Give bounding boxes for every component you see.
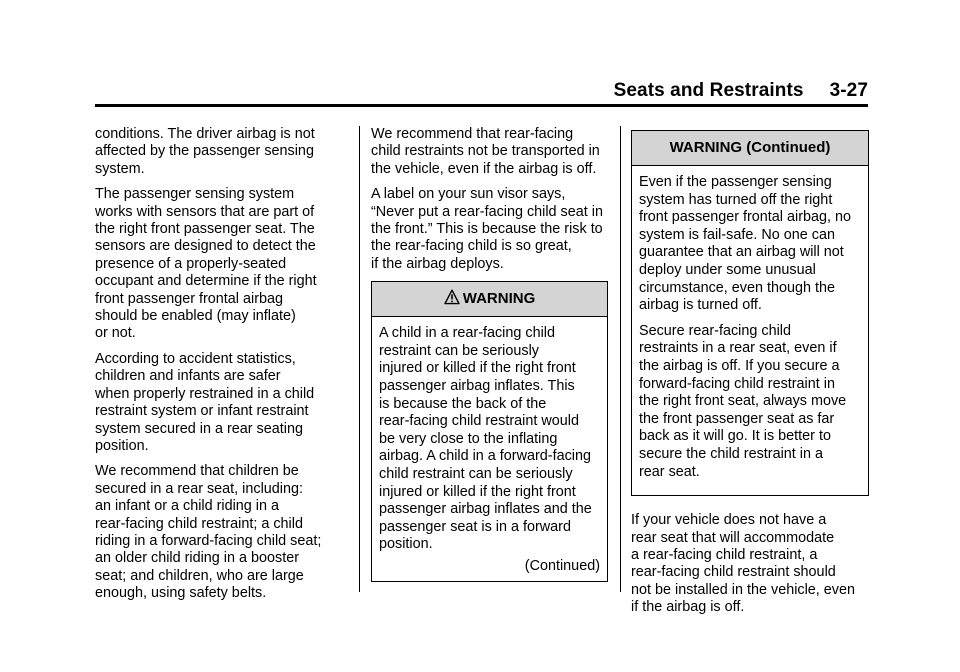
warning-triangle-icon (444, 289, 460, 305)
column-3 (631, 126, 869, 625)
warning-text: A child in a rear-facing child restraint can be seriously injured or killed if the right front passenger airbag inflates. This is because the back of the rear-facing child restraint would be very close to the inflating airbag. A child in a forward-facing child restraint can be seriously injured or killed if the right front passenger airbag inflates and the passenger seat is in a forward position. (379, 325, 592, 553)
paragraph-accident-statistics: According to accident statistics, children and infants are safer when properly restrained in a child restraint system or infant restraint system secured in a rear seating position. (95, 350, 315, 454)
paragraph-children-rear-seat: We recommend that children be secured in a rear seat, including: an infant or a child riding in a rear-facing child restraint; a child riding in a forward-facing child seat; an older child riding in a booster seat; and children, who are large enough, using safety belts. (95, 463, 322, 602)
warning-continued-header: WARNING (Continued) (632, 131, 868, 166)
warning-body (372, 317, 607, 581)
column-2 (371, 126, 611, 582)
section-title: Seats and Restraints (613, 80, 804, 101)
warning-secure-restraint-text: Secure rear-facing child restraints in a rear seat, even if the airbag is off. If you secure a forward-facing child restraint in the right front seat, always move the front passenger seat as far back as it will go. It is better to secure the child restraint in a rear seat. (639, 322, 847, 480)
paragraph-driver-airbag: conditions. The driver airbag is not affected by the passenger sensing system. (95, 126, 315, 177)
warning-title: WARNING (462, 290, 536, 308)
page-header (614, 80, 868, 102)
paragraph-sensing-system: The passenger sensing system works with sensors that are part of the right front passenger seat. The sensors are designed to detect the presence of a properly-seated occupant and determine if the right front passenger frontal airbag should be enabled (may inflate) or not. (95, 186, 317, 342)
paragraph-rear-facing-recommend: We recommend that rear-facing child restraints not be transported in the vehicle, even if the airbag is off. (371, 126, 600, 177)
paragraph-sun-visor-label: A label on your sun visor says, “Never put a rear-facing child seat in the front.” This is because the risk to the rear-facing child is so great, if the airbag deploys. (371, 186, 603, 272)
warning-continued-box (631, 130, 869, 496)
paragraph-no-rear-seat: If your vehicle does not have a rear seat that will accommodate a rear-facing child restraint, a rear-facing child restraint should not be installed in the vehicle, even if the airbag is off. (631, 512, 856, 616)
header-rule (95, 104, 868, 107)
column-divider-2 (620, 126, 621, 592)
column-1 (95, 126, 347, 611)
page-number: 3-27 (829, 80, 868, 101)
warning-box (371, 281, 608, 582)
warning-fail-safe-text: Even if the passenger sensing system has turned off the right front passenger frontal airbag, no system is fail-safe. No one can guarantee that an airbag will not deploy under some unusual circumstance, even though the airbag is turned off. (639, 174, 851, 314)
warning-header (372, 282, 607, 317)
column-divider-1 (359, 126, 360, 592)
warning-continued-body (632, 166, 868, 495)
continued-label: (Continued) (524, 557, 600, 574)
